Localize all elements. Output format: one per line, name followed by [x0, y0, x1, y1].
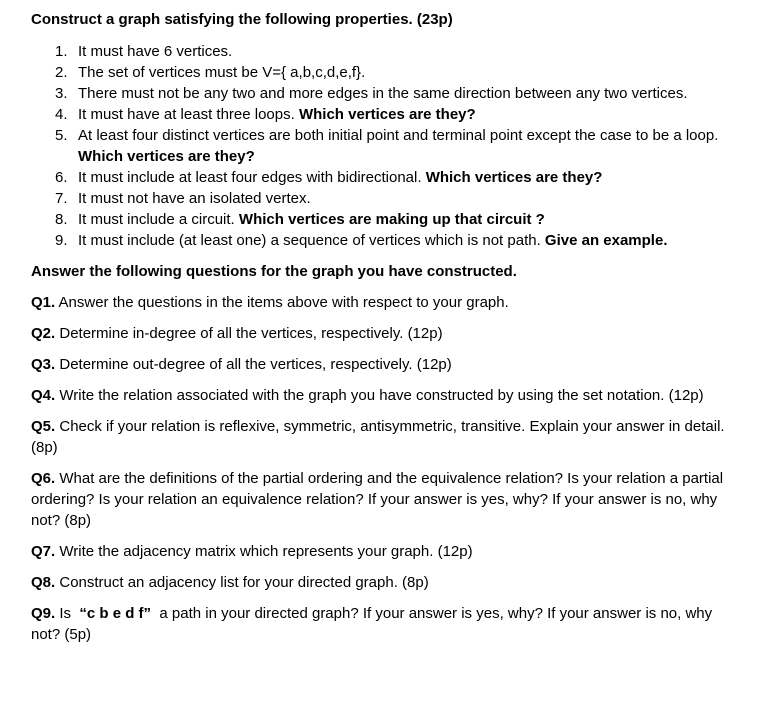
questions-section — [31, 292, 745, 645]
list-item-text — [78, 188, 745, 209]
question-q3 — [31, 354, 745, 375]
body-text: Determine in-degree of all the vertices, respectively. (12p) — [55, 325, 443, 342]
question-q2 — [31, 323, 745, 344]
list-item-number: 1. — [55, 43, 68, 60]
body-text: a path in your directed graph? If your answer is yes, why? If your answer is no, why not? (5p) — [31, 605, 717, 643]
body-text: What are the definitions of the partial ordering and the equivalence relation? Is your relation a partial ordering? Is your relation an equivalence relation? If your answer is yes, why? If your answer is no, why not? (8p) — [31, 470, 728, 529]
list-item-4 — [31, 104, 745, 125]
list-item-number: 5. — [55, 127, 68, 144]
emphasis-text: Which vertices are they? — [78, 148, 255, 165]
list-item-text — [78, 62, 745, 83]
list-item-number: 6. — [55, 169, 68, 186]
question-label: Q1. — [31, 294, 56, 311]
list-item-text — [78, 83, 745, 104]
body-text: The set of vertices must be V={ a,b,c,d,e,f}. — [78, 64, 366, 81]
emphasis-text: “c b e d f” — [79, 605, 152, 622]
body-text: Is — [55, 605, 80, 622]
body-text: It must not have an isolated vertex. — [78, 190, 311, 207]
question-label: Q5. — [31, 418, 56, 435]
question-label: Q2. — [31, 325, 56, 342]
body-text: There must not be any two and more edges in the same direction between any two vertices. — [78, 85, 688, 102]
question-q8 — [31, 572, 745, 593]
list-item-5 — [31, 125, 745, 167]
list-item-number: 4. — [55, 106, 68, 123]
question-label: Q6. — [31, 470, 56, 487]
question-q5 — [31, 416, 745, 458]
question-label: Q7. — [31, 543, 56, 560]
question-label: Q4. — [31, 387, 56, 404]
body-text: Check if your relation is reflexive, symmetric, antisymmetric, transitive. Explain your answer in detail. (8p) — [31, 418, 729, 456]
section-heading: Answer the following questions for the graph you have constructed. — [31, 263, 517, 280]
body-text: Write the relation associated with the graph you have constructed by using the set notation. (12p) — [55, 387, 704, 404]
list-item-3 — [31, 83, 745, 104]
list-item-text — [78, 125, 745, 167]
body-text: Determine out-degree of all the vertices, respectively. (12p) — [55, 356, 452, 373]
properties-list — [31, 41, 745, 251]
list-item-2 — [31, 62, 745, 83]
emphasis-text: Which vertices are they? — [298, 106, 476, 123]
body-text: It must include (at least one) a sequence of vertices which is not path. — [78, 232, 545, 249]
list-item-number: 8. — [55, 211, 68, 228]
body-text: It must include a circuit. — [78, 211, 239, 228]
list-item-text — [78, 41, 745, 62]
body-text: It must include at least four edges with bidirectional. — [78, 169, 426, 186]
list-item-number: 9. — [55, 232, 68, 249]
list-item-text — [78, 209, 745, 230]
question-label: Q8. — [31, 574, 56, 591]
list-item-text — [78, 167, 745, 188]
body-text: Answer the questions in the items above with respect to your graph. — [55, 294, 509, 311]
document-title: Construct a graph satisfying the following properties. (23p) — [31, 11, 453, 28]
question-q9 — [31, 603, 745, 645]
list-item-6 — [31, 167, 745, 188]
question-label: Q9. — [31, 605, 56, 622]
list-item-text — [78, 104, 745, 125]
body-text: Construct an adjacency list for your directed graph. (8p) — [55, 574, 429, 591]
list-item-number: 3. — [55, 85, 68, 102]
question-q1 — [31, 292, 745, 313]
list-item-8 — [31, 209, 745, 230]
body-text: It must have 6 vertices. — [78, 43, 233, 60]
question-q7 — [31, 541, 745, 562]
emphasis-text: Which vertices are they? — [425, 169, 603, 186]
body-text: At least four distinct vertices are both initial point and terminal point except the case to be a loop. — [78, 127, 723, 144]
body-text: Write the adjacency matrix which represents your graph. (12p) — [55, 543, 473, 560]
list-item-number: 2. — [55, 64, 68, 81]
list-item-text — [78, 230, 745, 251]
question-q6 — [31, 468, 745, 531]
list-item-number: 7. — [55, 190, 68, 207]
question-label: Q3. — [31, 356, 56, 373]
list-item-7 — [31, 188, 745, 209]
body-text: It must have at least three loops. — [78, 106, 299, 123]
emphasis-text: Give an example. — [544, 232, 668, 249]
list-item-1 — [31, 41, 745, 62]
list-item-9 — [31, 230, 745, 251]
question-q4 — [31, 385, 745, 406]
emphasis-text: Which vertices are making up that circuit ? — [238, 211, 545, 228]
